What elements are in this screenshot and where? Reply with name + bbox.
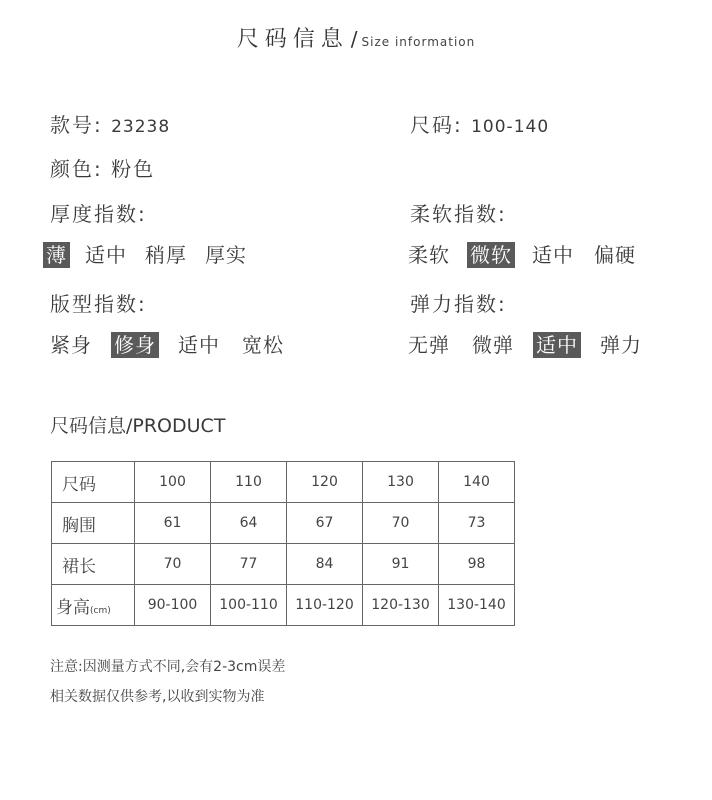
row-header-unit: (cm) [90,605,111,616]
table-cell: 67 [287,503,363,544]
softness-option: 柔软 [408,243,450,267]
row-header-label: 尺码 [62,474,96,495]
softness-option: 偏硬 [594,243,636,267]
title-divider: / [350,27,358,51]
page-title: 尺码信息 [236,27,349,52]
table-cell: 110 [211,462,287,503]
table-cell: 91 [363,544,439,585]
table-cell: 73 [439,503,515,544]
page-subtitle: Size information [361,35,476,49]
style-number-label: 款号: [50,113,103,137]
fit-options [47,332,287,358]
table-cell: 98 [439,544,515,585]
table-cell: 70 [135,544,211,585]
table-cell: 130-140 [439,585,515,626]
row-header-label: 裙长 [62,556,96,577]
fit-option: 宽松 [242,333,284,357]
elasticity-option: 微弹 [472,333,514,357]
table-cell: 70 [363,503,439,544]
elasticity-option: 无弹 [408,333,450,357]
thickness-option: 稍厚 [145,243,187,267]
color-field [50,153,155,182]
table-cell: 120 [287,462,363,503]
page-header [0,22,712,53]
row-header [52,462,135,503]
thickness-option: 适中 [85,243,127,267]
table-row [52,585,515,626]
table-cell: 100-110 [211,585,287,626]
size-range-field [410,109,549,138]
softness-option: 适中 [532,243,574,267]
size-range-label: 尺码: [410,113,463,137]
table-cell: 130 [363,462,439,503]
fit-option: 适中 [178,333,220,357]
thickness-option: 薄 [43,242,70,268]
style-number-field [50,109,170,138]
table-row [52,462,515,503]
table-cell: 61 [135,503,211,544]
elasticity-option: 弹力 [600,333,642,357]
table-cell: 110-120 [287,585,363,626]
table-cell: 90-100 [135,585,211,626]
table-cell: 64 [211,503,287,544]
table-row [52,503,515,544]
table-cell: 84 [287,544,363,585]
row-header [52,503,135,544]
fit-label: 版型指数: [50,292,147,316]
softness-label: 柔软指数: [410,202,507,226]
thickness-options [43,242,250,268]
table-cell: 120-130 [363,585,439,626]
fit-option: 紧身 [50,333,92,357]
elasticity-options [405,332,645,358]
softness-options [405,242,639,268]
color-label: 颜色: [50,157,103,181]
row-header [52,544,135,585]
elasticity-option: 适中 [533,332,581,358]
softness-option: 微软 [467,242,515,268]
color-value: 粉色 [111,157,156,181]
elasticity-label: 弹力指数: [410,292,507,316]
thickness-option: 厚实 [205,243,247,267]
size-table [51,461,515,626]
row-header-label: 胸围 [62,515,96,536]
note-line-1: 注意:因测量方式不同,会有2-3cm误差 [50,659,286,675]
table-row [52,544,515,585]
size-table-title: 尺码信息/PRODUCT [50,415,226,437]
table-cell: 77 [211,544,287,585]
row-header-label: 身高 [56,597,90,618]
style-number-value: 23238 [111,117,171,137]
table-cell: 100 [135,462,211,503]
note-line-2: 相关数据仅供参考,以收到实物为准 [50,689,265,705]
fit-option: 修身 [111,332,159,358]
thickness-label: 厚度指数: [50,202,147,226]
table-cell: 140 [439,462,515,503]
size-range-value: 100-140 [471,117,550,137]
row-header [52,585,135,626]
